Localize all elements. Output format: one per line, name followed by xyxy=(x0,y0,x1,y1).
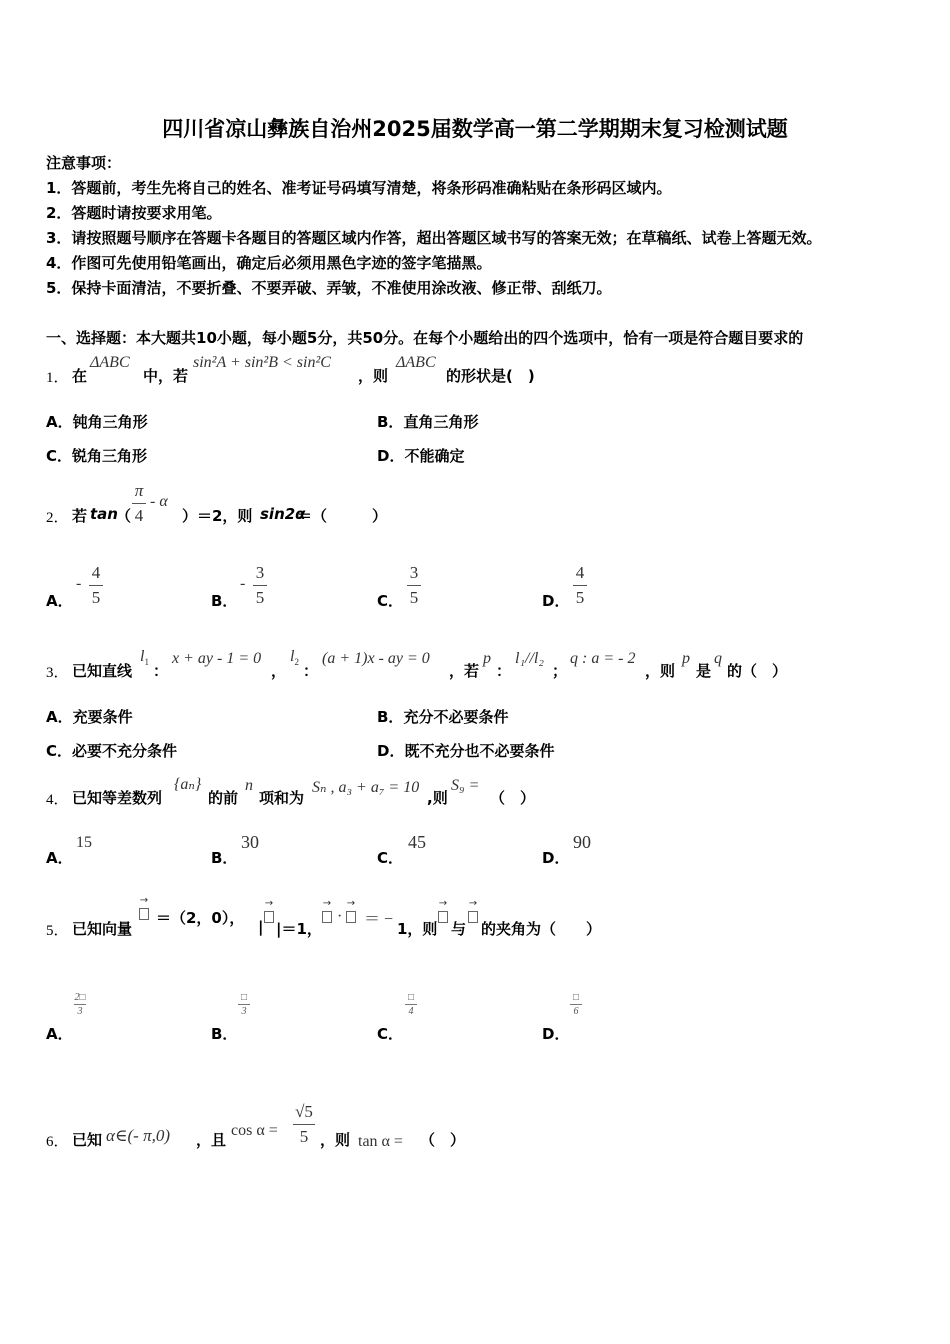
q1-math: ΔABC xyxy=(396,354,436,371)
q5-text: 1，则 xyxy=(397,920,438,938)
q2-option-d-frac: 4 5 xyxy=(573,563,587,608)
q5-abs-open: | xyxy=(258,918,264,936)
q4-number: 4． xyxy=(46,792,69,808)
q3-eq1: x + ay - 1 = 0 xyxy=(172,650,262,667)
q5-text: 的夹角为（ ） xyxy=(481,920,602,938)
q5-option-c-frac: □ 4 xyxy=(405,992,417,1017)
q3-p: p xyxy=(483,650,491,667)
q4-option-c-value: 45 xyxy=(408,832,426,852)
q4-option-a-value: 15 xyxy=(76,834,92,851)
q3-l2: $l_2$ xyxy=(290,648,299,668)
q5-dot: · xyxy=(337,908,343,925)
q4-option-c-label: C． xyxy=(377,849,404,867)
q5-option-a-frac: 2□ 3 xyxy=(74,992,86,1017)
q4-s9: S₉ = xyxy=(451,777,480,794)
q3-option-a: A．充要条件 xyxy=(46,708,133,726)
q6-fraction: √5 5 xyxy=(293,1102,315,1147)
q6-text: 已知 xyxy=(72,1131,103,1149)
q4-sequence: {aₙ} xyxy=(174,776,202,793)
q3-p2: p xyxy=(682,650,690,667)
q5-option-c-label: C． xyxy=(377,1025,404,1043)
q3-semicolon: ； xyxy=(552,662,568,680)
q4-text: 项和为 xyxy=(259,789,305,807)
q6-tan: tan α = xyxy=(358,1133,403,1150)
q2-minus-alpha: - α xyxy=(150,493,168,510)
q2-paren: （ xyxy=(116,507,132,525)
q3-option-d: D．既不充分也不必要条件 xyxy=(377,742,555,760)
q5-option-b-frac: □ 3 xyxy=(238,992,250,1017)
page-title: 四川省凉山彝族自治州2025届数学高一第二学期期末复习检测试题 xyxy=(162,117,788,141)
q5-option-b-label: B． xyxy=(211,1025,238,1043)
q6-cos: cos α = xyxy=(231,1122,278,1139)
q5-text: 已知向量 xyxy=(72,920,133,938)
q3-option-c: C．必要不充分条件 xyxy=(46,742,178,760)
q2-option-b-frac: 3 5 xyxy=(253,563,267,608)
q3-colon: ： xyxy=(303,662,319,680)
q6-number: 6． xyxy=(46,1134,69,1150)
q1-option-c: C．锐角三角形 xyxy=(46,447,148,465)
notice-item: 2．答题时请按要求用笔。 xyxy=(46,204,222,222)
q5-option-d-frac: □ 6 xyxy=(570,992,582,1017)
q4-text: 的前 xyxy=(208,789,239,807)
q4-option-d-value: 90 xyxy=(573,832,591,852)
vector-b-symbol: → xyxy=(468,900,478,927)
notice-item: 5．保持卡面清洁，不要折叠、不要弄破、弄皱，不准使用涂改液、修正带、刮纸刀。 xyxy=(46,279,612,297)
q3-number: 3． xyxy=(46,665,69,681)
q2-text: 若 xyxy=(72,507,88,525)
q3-q-condition: q : a = - 2 xyxy=(570,650,636,667)
q3-text: ，若 xyxy=(449,662,480,680)
q2-option-d-label: D． xyxy=(542,592,570,610)
q5-abs-close: |＝1， xyxy=(276,920,322,938)
q3-parallel: l₁//l₂ xyxy=(515,650,544,667)
vector-a-symbol: → xyxy=(438,900,448,927)
section-heading: 一、选择题：本大题共10小题，每小题5分，共50分。在每个小题给出的四个选项中，恰有一项是符合题目要求的 xyxy=(46,329,804,347)
q6-text: ，且 xyxy=(196,1131,227,1149)
q1-text: 在 xyxy=(72,367,88,385)
q3-text: ，则 xyxy=(645,662,676,680)
q6-domain: α∈(- π,0) xyxy=(106,1126,171,1145)
q1-text: 的形状是( ) xyxy=(446,367,535,385)
q3-text: 的（ ） xyxy=(727,662,788,680)
notice-item: 1．答题前，考生先将自己的姓名、准考证号码填写清楚，将条形码准确粘贴在条形码区域内。 xyxy=(46,179,672,197)
q5-eq: ＝（2，0）， xyxy=(156,909,245,927)
q2-option-c-frac: 3 5 xyxy=(407,563,421,608)
q5-text: 与 xyxy=(451,920,467,938)
q2-option-a-label: A． xyxy=(46,592,73,610)
q4-option-d-label: D． xyxy=(542,849,570,867)
q2-text: ）＝2，则 xyxy=(182,507,253,525)
q2-tan: tan xyxy=(90,505,118,523)
q5-option-a-label: A． xyxy=(46,1025,73,1043)
q2-option-a-frac: 4 5 xyxy=(89,563,103,608)
vector-b-symbol: → xyxy=(264,900,274,927)
q4-option-b-label: B． xyxy=(211,849,238,867)
q5-option-d-label: D． xyxy=(542,1025,570,1043)
q1-option-a: A．钝角三角形 xyxy=(46,413,148,431)
q2-option-c-label: C． xyxy=(377,592,404,610)
q3-q2: q xyxy=(714,650,722,667)
q2-sin2a: sin2α xyxy=(260,505,306,523)
q5-number: 5． xyxy=(46,923,69,939)
q3-text: 已知直线 xyxy=(72,662,133,680)
q4-text: 已知等差数列 xyxy=(72,789,163,807)
q1-text: 中，若 xyxy=(143,367,189,385)
q3-colon: ： xyxy=(496,662,512,680)
q4-n: n xyxy=(245,777,253,794)
notice-item: 4．作图可先使用铅笔画出，确定后必须用黑色字迹的签字笔描黑。 xyxy=(46,254,492,272)
q4-text: ,则 xyxy=(427,789,448,807)
q2-text: ＝（ ） xyxy=(297,507,388,525)
q1-math: sin²A + sin²B < sin²C xyxy=(193,354,331,371)
q4-option-a-label: A． xyxy=(46,849,73,867)
q3-eq2: (a + 1)x - ay = 0 xyxy=(322,650,430,667)
vector-a-symbol: → xyxy=(139,897,149,924)
q3-l1: $l_1$ xyxy=(140,648,149,668)
vector-a-symbol: → xyxy=(322,900,332,927)
q6-text: （ ） xyxy=(420,1131,466,1149)
q3-colon: ： xyxy=(153,662,169,680)
q5-eq2: ＝ − xyxy=(364,911,394,928)
q1-text: ，则 xyxy=(358,367,389,385)
q3-option-b: B．充分不必要条件 xyxy=(377,708,509,726)
q3-text: 是 xyxy=(696,662,712,680)
q4-expression: Sₙ , a₃ + a₇ = 10 xyxy=(312,779,420,796)
q2-option-b-label: B． xyxy=(211,592,238,610)
notice-item: 3．请按照题号顺序在答题卡各题目的答题区域内作答，超出答题区域书写的答案无效；在草稿纸、试卷上答题无效。 xyxy=(46,229,822,247)
q2-option-a-sign: - xyxy=(76,575,82,592)
q1-option-d: D．不能确定 xyxy=(377,447,465,465)
q1-number: 1． xyxy=(46,370,69,386)
q2-fraction: π 4 xyxy=(132,481,146,526)
q2-number: 2． xyxy=(46,510,69,526)
vector-b-symbol: → xyxy=(346,900,356,927)
q2-option-b-sign: - xyxy=(240,575,246,592)
q1-option-b: B．直角三角形 xyxy=(377,413,479,431)
q3-comma: ， xyxy=(271,662,287,680)
q4-option-b-value: 30 xyxy=(241,832,259,852)
q1-math: ΔABC xyxy=(90,354,130,371)
notice-heading: 注意事项： xyxy=(46,154,122,172)
q4-text: （ ） xyxy=(490,789,536,807)
q6-text: ，则 xyxy=(320,1131,351,1149)
